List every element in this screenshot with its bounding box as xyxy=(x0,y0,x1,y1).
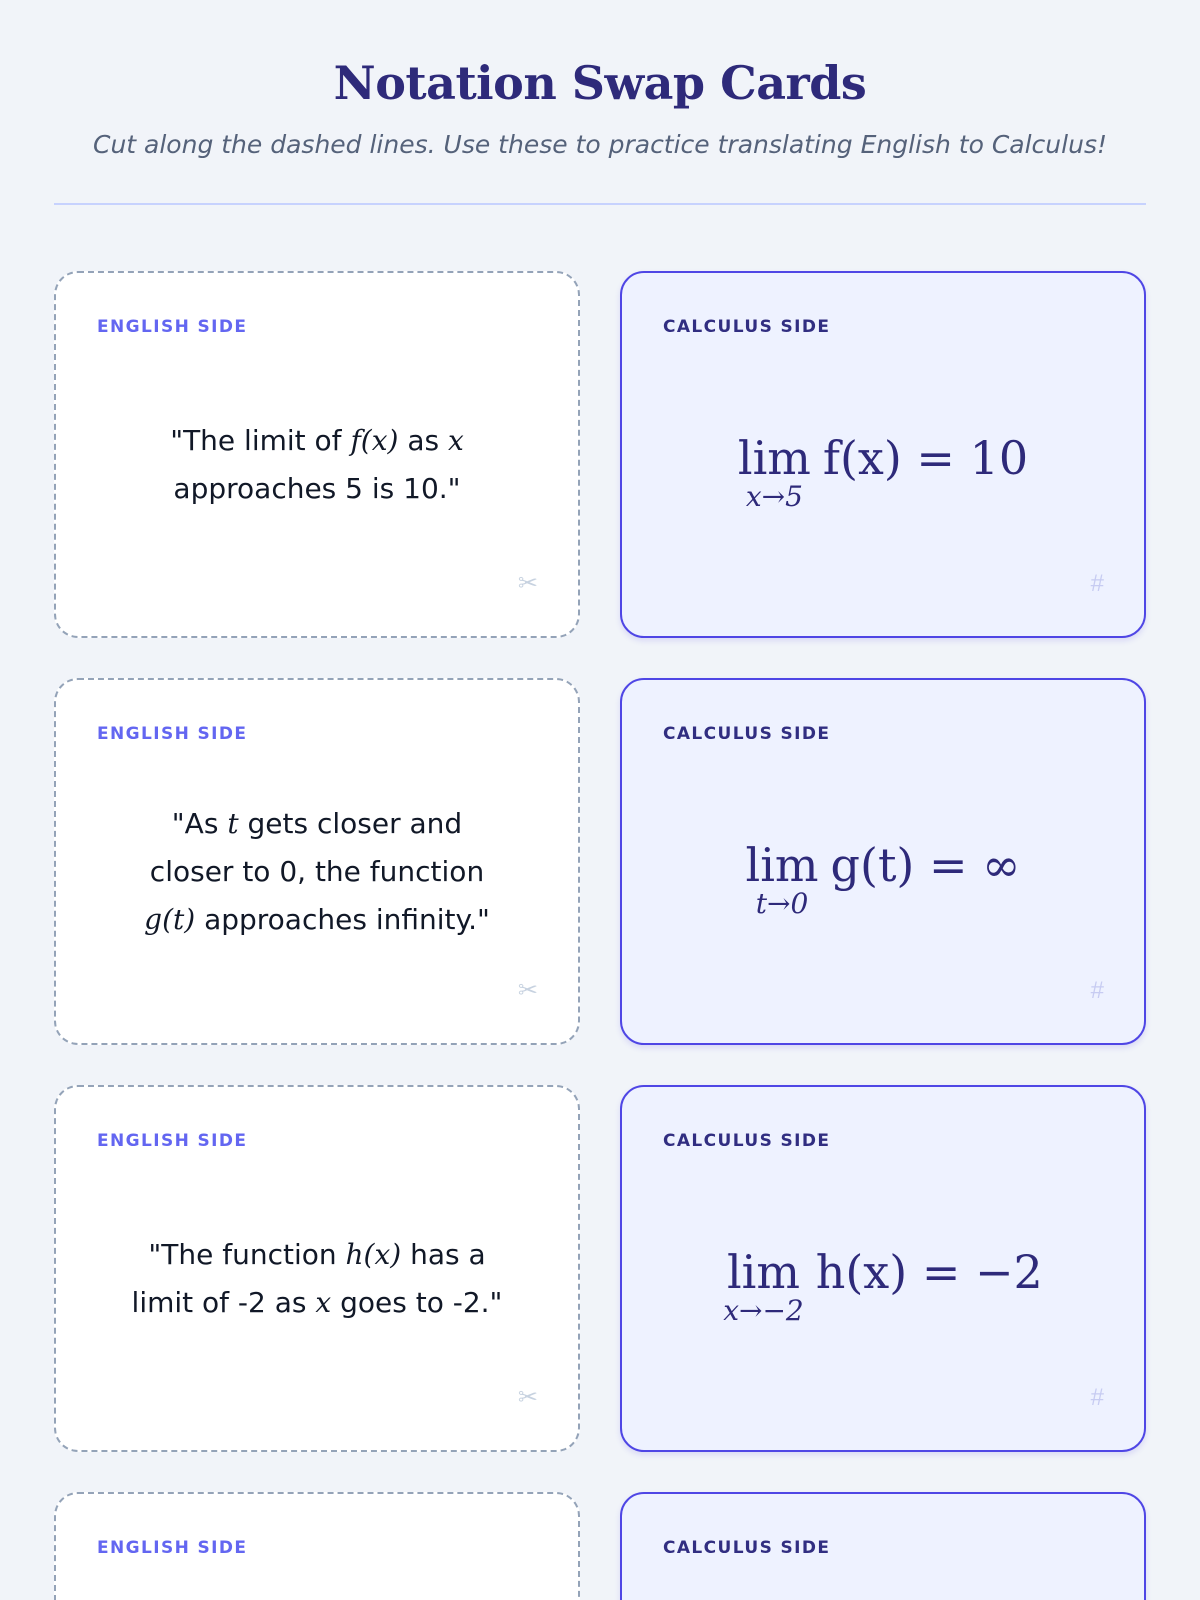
math-expression: h(x) xyxy=(345,1237,402,1271)
english-card xyxy=(54,1085,580,1452)
english-card-body xyxy=(96,770,538,973)
english-side-label: ENGLISH SIDE xyxy=(97,724,248,744)
statement-text: closer to 0, the function xyxy=(149,854,485,888)
calculus-card-body xyxy=(662,1177,1104,1380)
statement-text: goes to -2." xyxy=(331,1285,503,1319)
limit-expression: f(x) = 10 xyxy=(822,430,1029,485)
limit-formula xyxy=(723,1246,1043,1326)
lim-text: lim xyxy=(726,1244,800,1299)
english-card xyxy=(54,1492,580,1600)
page-subtitle: Cut along the dashed lines. Use these to practice translating English to Calculus! xyxy=(92,130,1107,159)
calculus-card xyxy=(620,678,1146,1045)
statement-text: limit of -2 as xyxy=(131,1285,316,1319)
scissors-icon: ✂ xyxy=(517,1384,538,1411)
hash-icon: # xyxy=(1090,977,1104,1004)
card-grid xyxy=(54,271,1146,1600)
math-expression: g(t) xyxy=(144,902,196,936)
lim-text: lim xyxy=(745,837,819,892)
hash-icon: # xyxy=(1090,1384,1104,1411)
lim-subscript: x→−2 xyxy=(723,1293,804,1327)
english-card-body xyxy=(96,1177,538,1380)
english-card-body xyxy=(96,363,538,566)
calculus-side-label: CALCULUS SIDE xyxy=(663,1538,831,1558)
limit-operator xyxy=(738,432,811,512)
calculus-side-label: CALCULUS SIDE xyxy=(663,1131,831,1151)
english-side-label: ENGLISH SIDE xyxy=(97,317,248,337)
math-variable: x xyxy=(448,423,464,457)
statement-text: approaches infinity." xyxy=(195,902,490,936)
hash-icon: # xyxy=(1090,570,1104,597)
statement-text: as xyxy=(398,423,448,457)
calculus-card-body xyxy=(662,363,1104,566)
statement-text: gets closer and xyxy=(238,806,463,840)
calculus-card xyxy=(620,1492,1146,1600)
limit-operator xyxy=(746,839,819,919)
lim-subscript: t→0 xyxy=(755,886,809,920)
english-card xyxy=(54,271,580,638)
lim-text: lim xyxy=(737,430,811,485)
statement-text: "As xyxy=(171,806,228,840)
calculus-side-label: CALCULUS SIDE xyxy=(663,317,831,337)
calculus-card xyxy=(620,1085,1146,1452)
statement-text: "The function xyxy=(148,1237,346,1271)
english-statement xyxy=(170,417,464,513)
english-side-label: ENGLISH SIDE xyxy=(97,1538,248,1558)
lim-subscript: x→5 xyxy=(745,479,803,513)
scissors-icon: ✂ xyxy=(517,977,538,1004)
limit-expression: h(x) = −2 xyxy=(815,1244,1043,1299)
limit-formula xyxy=(738,432,1028,512)
statement-text: approaches 5 is 10." xyxy=(173,471,461,505)
math-variable: x xyxy=(315,1285,332,1319)
limit-operator xyxy=(723,1246,804,1326)
statement-text: "The limit of xyxy=(170,423,351,457)
header-divider xyxy=(54,203,1146,205)
scissors-icon: ✂ xyxy=(517,570,538,597)
calculus-card-body xyxy=(662,770,1104,973)
calculus-side-label: CALCULUS SIDE xyxy=(663,724,831,744)
english-card xyxy=(54,678,580,1045)
english-statement xyxy=(144,800,490,944)
limit-expression: g(t) = ∞ xyxy=(830,837,1021,892)
math-expression: f(x) xyxy=(350,423,399,457)
english-statement xyxy=(132,1231,503,1327)
limit-formula xyxy=(746,839,1021,919)
page-title: Notation Swap Cards xyxy=(333,56,867,110)
calculus-card xyxy=(620,271,1146,638)
math-variable: t xyxy=(227,806,239,840)
english-side-label: ENGLISH SIDE xyxy=(97,1131,248,1151)
statement-text: has a xyxy=(401,1237,486,1271)
